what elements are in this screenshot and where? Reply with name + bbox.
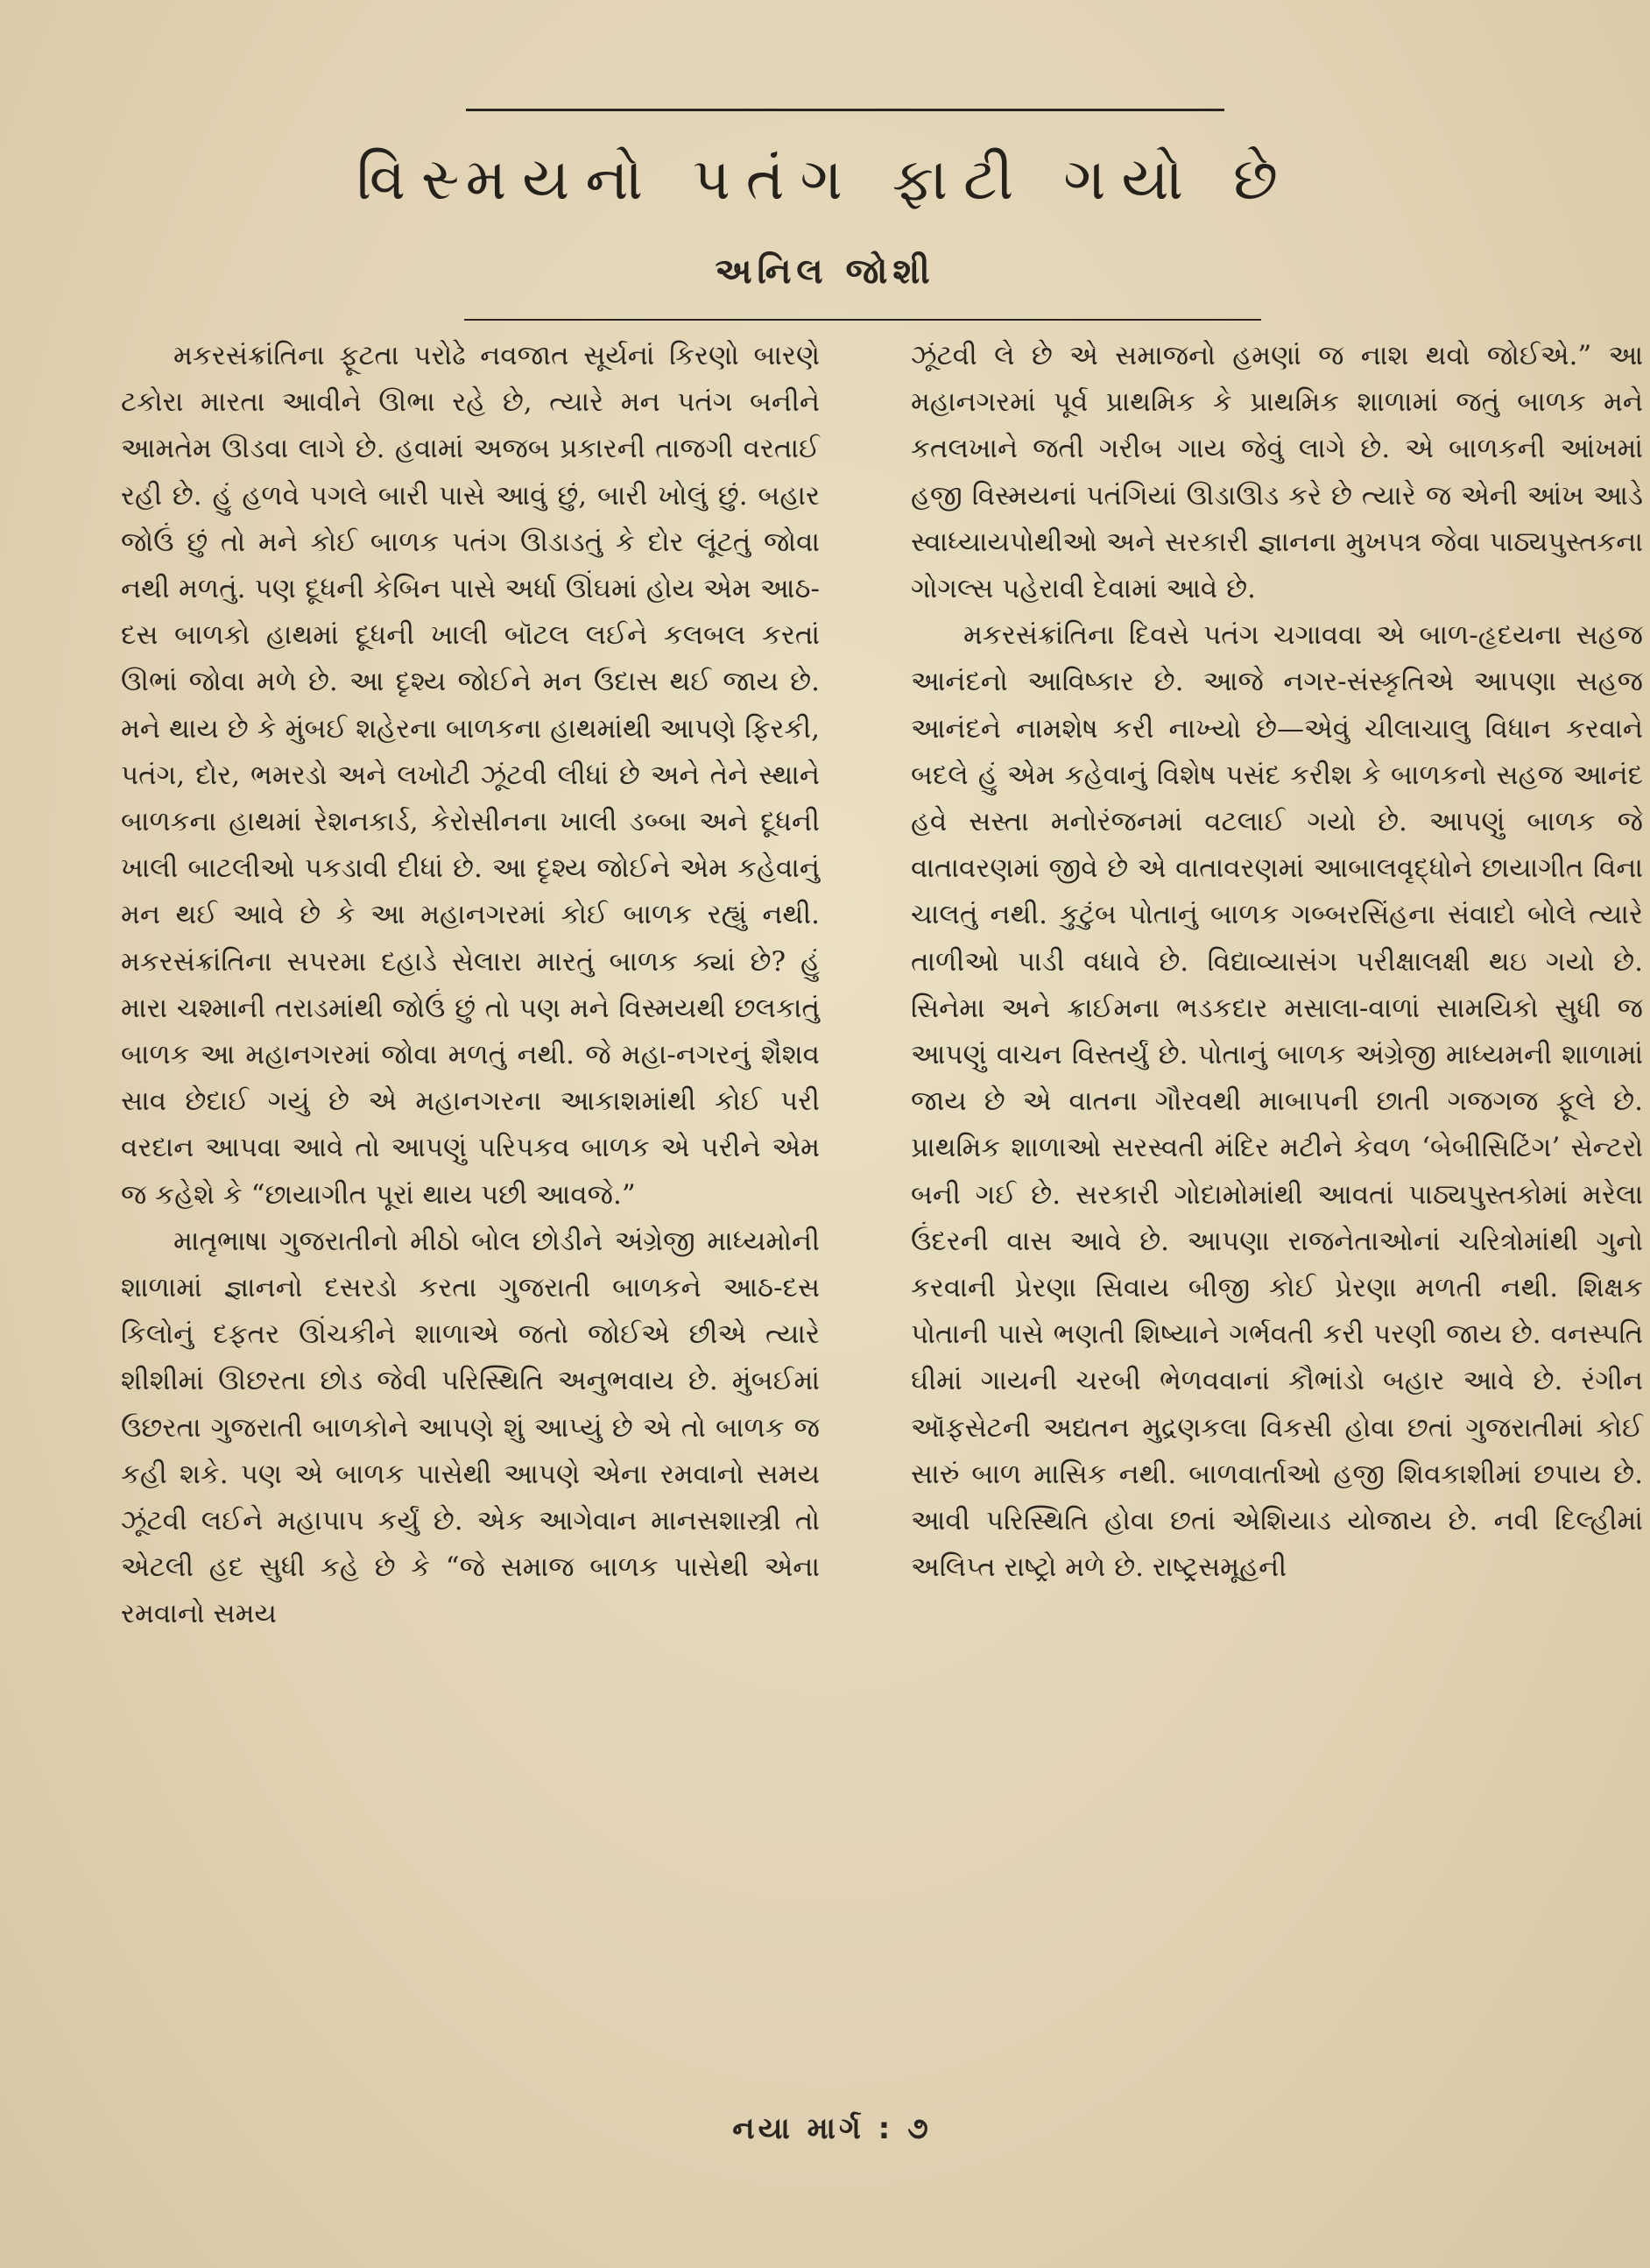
right-paragraph-2: મકરસંક્રાંતિના દિવસે પતંગ ચગાવવા એ બાળ-હૃદયના સહજ આનંદનો આવિષ્કાર છે. આજે નગર-સંસ્કૃતિએ આપણા સહજ આનંદને નામશેષ કરી નાખ્યો છે—એવું ચીલાચાલુ વિધાન કરવાને બદલે હું એમ કહેવાનું વિશેષ પસંદ કરીશ કે બાળકનો સહજ આનંદ હવે સસ્તા મનોરંજનમાં વટલાઈ ગયો છે. આપણું બાળક જે વાતાવરણમાં જીવે છે એ વાતાવરણમાં આબાલવૃદ્ધોને છાયાગીત વિના ચાલતું નથી. કુટુંબ પોતાનું બાળક ગબ્બરસિંહના સંવાદો બોલે ત્યારે તાળીઓ પાડી વધાવે છે. વિદ્યાવ્યાસંગ પરીક્ષાલક્ષી થઇ ગયો છે. સિનેમા અને ક્રાઈમના ભડકદાર મસાલા-વાળાં સામયિકો સુધી જ આપણું વાચન વિસ્તર્યું છે. પોતાનું બાળક અંગ્રેજી માધ્યમની શાળામાં જાય છે એ વાતના ગૌરવથી માબાપની છાતી ગજગજ ફૂલે છે. પ્રાથમિક શાળાઓ સરસ્વતી મંદિર મટીને કેવળ ‘બેબીસિટિંગ’ સેન્ટરો બની ગઈ છે. સરકારી ગોદામોમાંથી આવતાં પાઠ્યપુસ્તકોમાં મરેલા ઉંદરની વાસ આવે છે. આપણા રાજનેતાઓનાં ચરિત્રોમાંથી ગુનો કરવાની પ્રેરણા સિવાય બીજી કોઈ પ્રેરણા મળતી નથી. શિક્ષક પોતાની પાસે ભણતી શિષ્યાને ગર્ભવતી કરી પરણી જાય છે. વનસ્પતિ ઘીમાં ગાયની ચરબી ભેળવવાનાં કૌભાંડો બહાર આવે છે. રંગીન ઑફસેટની અદ્યતન મુદ્રણકલા વિકસી હોવા છતાં ગુજરાતીમાં કોઈ સારું બાળ માસિક નથી. બાળવાર્તાઓ હજી શિવકાશીમાં છપાય છે. આવી પરિસ્થિતિ હોવા છતાં એશિયાડ યોજાય છે. નવી દિલ્હીમાં અલિપ્ત રાષ્ટ્રો મળે છે. રાષ્ટ્રસમૂહની bbox=[911, 619, 1643, 1584]
author-rule bbox=[464, 319, 1261, 321]
page-footer: નયા માર્ગ : ૭ bbox=[732, 2111, 932, 2146]
article-author: અનિલ જોશી bbox=[715, 251, 935, 292]
left-column bbox=[121, 333, 820, 1638]
right-paragraph-1: ઝૂંટવી લે છે એ સમાજનો હમણાં જ નાશ થવો જોઈએ.” આ મહાનગરમાં પૂર્વ પ્રાથમિક કે પ્રાથમિક શાળામાં જતું બાળક મને કતલખાને જતી ગરીબ ગાય જેવું લાગે છે. એ બાળકની આંખમાં હજી વિસ્મયનાં પતંગિયાં ઊડાઊડ કરે છે ત્યારે જ એની આંખ આડે સ્વાધ્યાયપોથીઓ અને સરકારી જ્ઞાનના મુખપત્ર જેવા પાઠ્યપુસ્તકના ગોગલ્સ પહેરાવી દેવામાં આવે છે. bbox=[911, 340, 1643, 605]
article-title: વિસ્મયનો પતંગ ફાટી ગયો છે bbox=[356, 145, 1294, 213]
right-column bbox=[911, 333, 1643, 1591]
top-rule bbox=[466, 109, 1224, 111]
left-paragraph-2: માતૃભાષા ગુજરાતીનો મીઠો બોલ છોડીને અંગ્રેજી માધ્યમોની શાળામાં જ્ઞાનનો દસરડો કરતા ગુજરાતી બાળકને આઠ-દસ કિલોનું દફતર ઊંચકીને શાળાએ જતો જોઈએ છીએ ત્યારે શીશીમાં ઊછરતા છોડ જેવી પરિસ્થિતિ અનુભવાય છે. મુંબઈમાં ઉછરતા ગુજરાતી બાળકોને આપણે શું આપ્યું છે એ તો બાળક જ કહી શકે. પણ એ બાળક પાસેથી આપણે એના રમવાનો સમય ઝૂંટવી લઈને મહાપાપ કર્યું છે. એક આગેવાન માનસશાસ્ત્રી તો એટલી હદ સુધી કહે છે કે “જે સમાજ બાળક પાસેથી એના રમવાનો સમય bbox=[121, 1225, 820, 1630]
left-paragraph-1: મકરસંક્રાંતિના ફૂટતા પરોઢે નવજાત સૂર્યનાં કિરણો બારણે ટકોરા મારતા આવીને ઊભા રહે છે, ત્યારે મન પતંગ બનીને આમતેમ ઊડવા લાગે છે. હવામાં અજબ પ્રકારની તાજગી વરતાઈ રહી છે. હું હળવે પગલે બારી પાસે આવું છું, બારી ખોલું છું. બહાર જોઉં છું તો મને કોઈ બાળક પતંગ ઊડાડતું કે દોર લૂંટતું જોવા નથી મળતું. પણ દૂધની કેબિન પાસે અર્ધા ઊંઘમાં હોય એમ આઠ-દસ બાળકો હાથમાં દૂધની ખાલી બૉટલ લઈને કલબલ કરતાં ઊભાં જોવા મળે છે. આ દૃશ્ય જોઈને મન ઉદાસ થઈ જાય છે. મને થાય છે કે મુંબઈ શહેરના બાળકના હાથમાંથી આપણે ફિરકી, પતંગ, દોર, ભમરડો અને લખોટી ઝૂંટવી લીધાં છે અને તેને સ્થાને બાળકના હાથમાં રેશનકાર્ડ, કેરોસીનના ખાલી ડબ્બા અને દૂધની ખાલી બાટલીઓ પકડાવી દીધાં છે. આ દૃશ્ય જોઈને એમ કહેવાનું મન થઈ આવે છે કે આ મહાનગરમાં કોઈ બાળક રહ્યું નથી. મકરસંક્રાંતિના સપરમા દહાડે સેલારા મારતું બાળક ક્યાં છે? હું મારા ચશ્માની તરાડમાંથી જોઉં છું તો પણ મને વિસ્મયથી છલકાતું બાળક આ મહાનગરમાં જોવા મળતું નથી. જે મહા-નગરનું શૈશવ સાવ છેદાઈ ગયું છે એ મહાનગરના આકાશમાંથી કોઈ પરી વરદાન આપવા આવે તો આપણું પરિપકવ બાળક એ પરીને એમ જ કહેશે કે “છાયાગીત પૂરાં થાય પછી આવજે.” bbox=[121, 340, 820, 1211]
